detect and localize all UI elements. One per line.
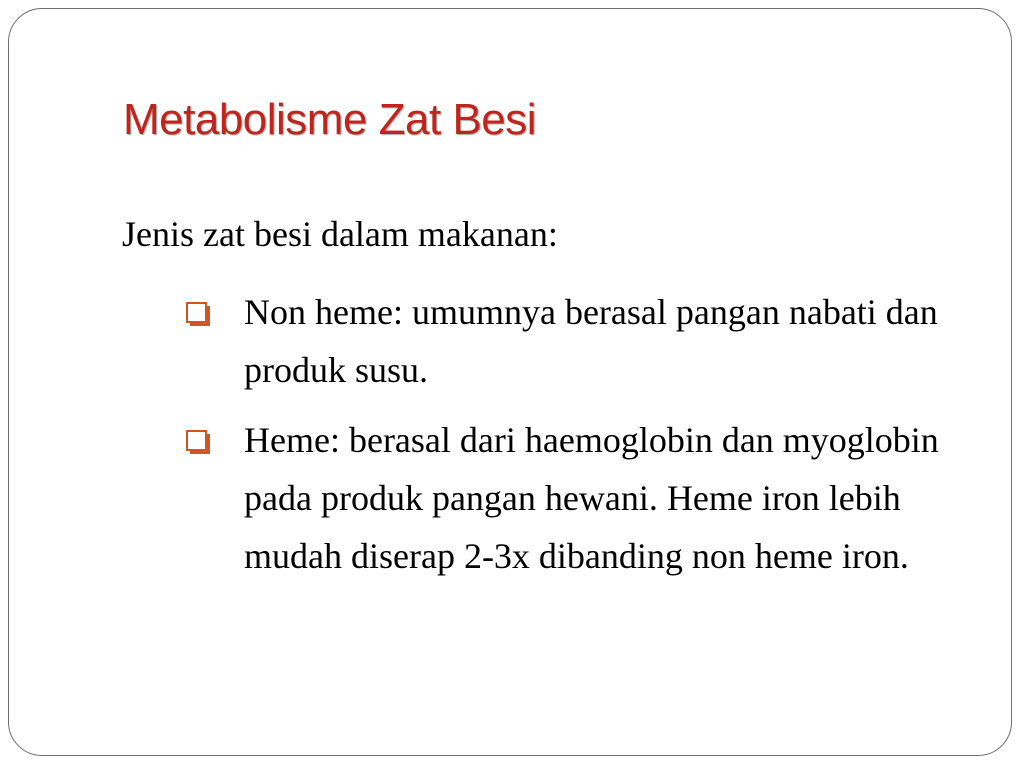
checkbox-icon xyxy=(186,302,212,328)
bullet-list xyxy=(186,283,946,597)
bullet-item-heme xyxy=(186,411,946,585)
slide-title: Metabolisme Zat Besi xyxy=(123,95,537,144)
slide-frame xyxy=(8,8,1012,756)
checkbox-icon xyxy=(186,430,212,456)
bullet-text: Heme: berasal dari haemoglobin dan myoglobin pada produk pangan hewani. Heme iron lebih mudah diserap 2-3x dibanding non heme iron. xyxy=(244,420,939,576)
intro-text: Jenis zat besi dalam makanan: xyxy=(122,214,558,254)
bullet-item-non-heme xyxy=(186,283,946,399)
bullet-text: Non heme: umumnya berasal pangan nabati dan produk susu. xyxy=(244,292,938,390)
